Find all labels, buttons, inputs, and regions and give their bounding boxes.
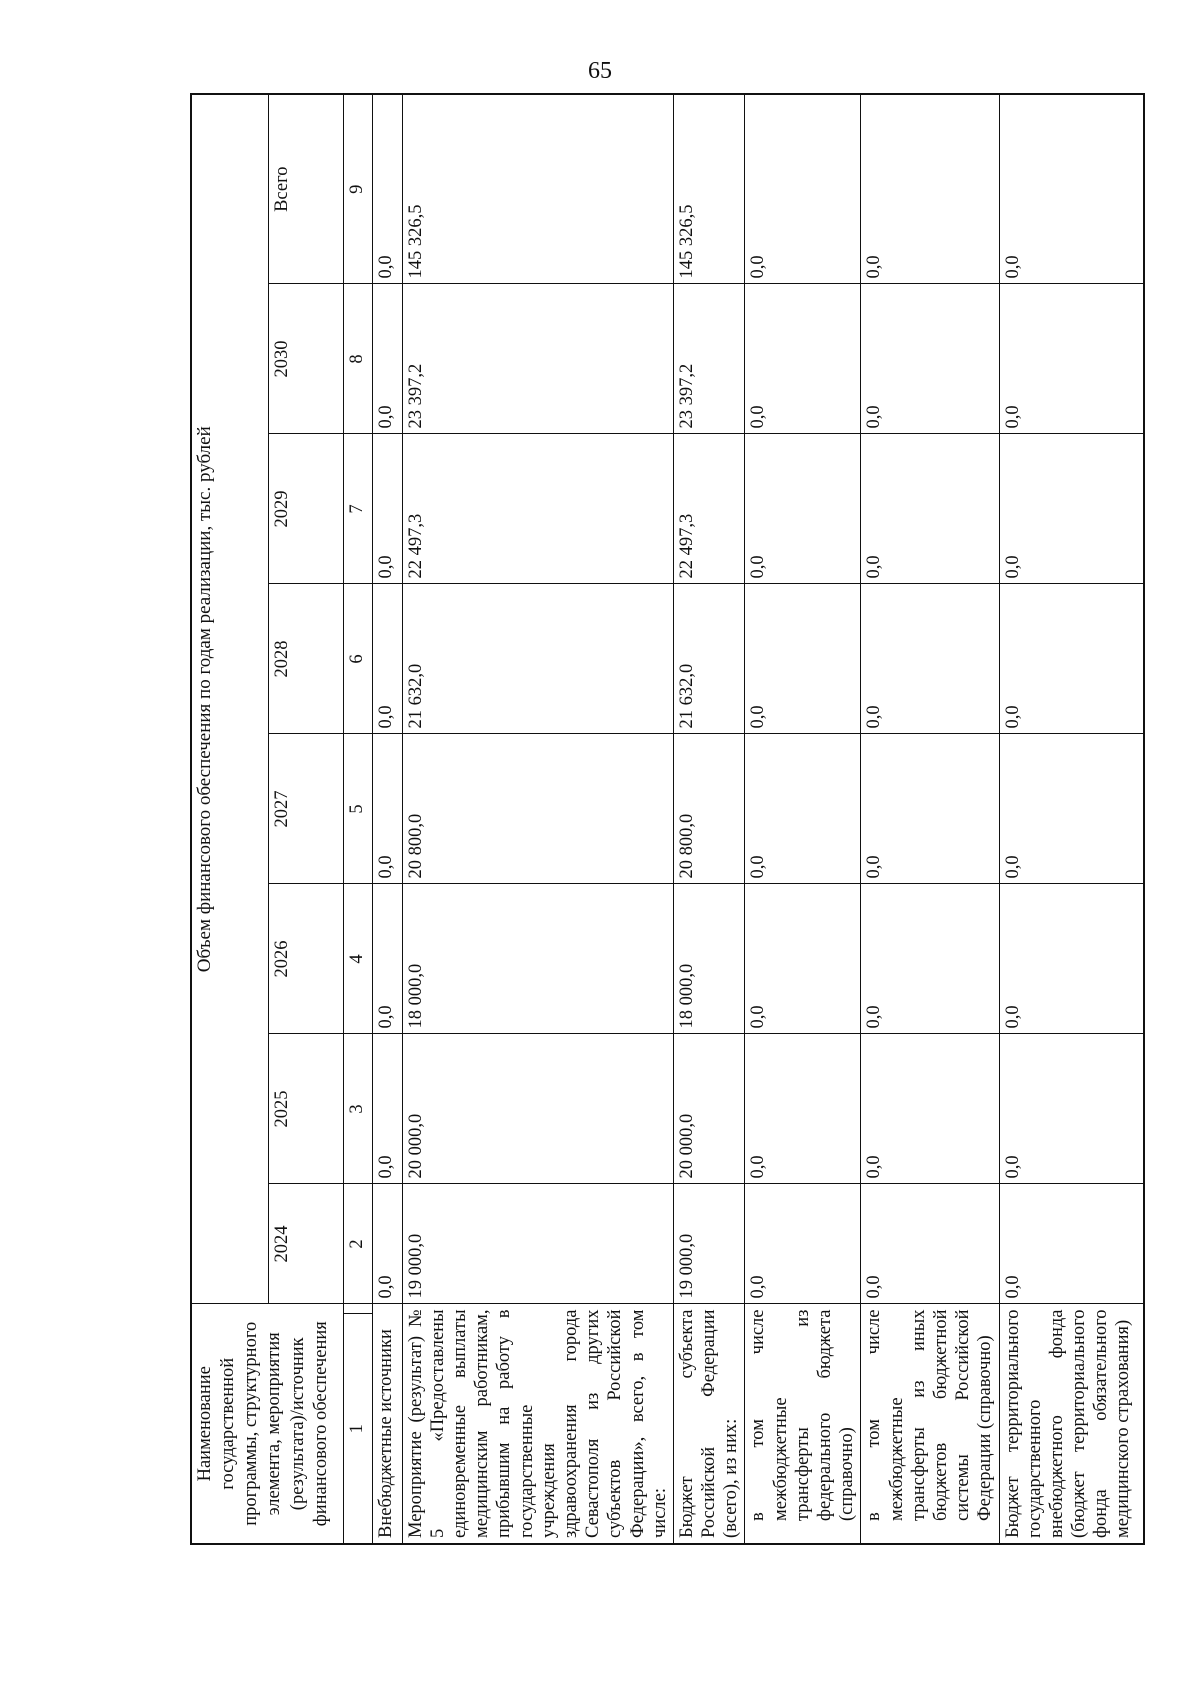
row-value: 21 632,0 bbox=[402, 584, 673, 734]
row-value: 22 497,3 bbox=[402, 434, 673, 584]
column-number: 8 bbox=[343, 284, 372, 434]
row-value: 0,0 bbox=[372, 434, 402, 584]
row-value: 22 497,3 bbox=[673, 434, 745, 584]
row-value: 20 000,0 bbox=[673, 1034, 745, 1184]
year-header: 2028 bbox=[269, 584, 344, 734]
row-value: 0,0 bbox=[372, 284, 402, 434]
row-value: 0,0 bbox=[372, 884, 402, 1034]
row-value: 18 000,0 bbox=[402, 884, 673, 1034]
column-number-row bbox=[343, 94, 372, 1544]
row-value: 0,0 bbox=[745, 734, 861, 884]
table-row bbox=[372, 94, 402, 1544]
row-value: 20 800,0 bbox=[673, 734, 745, 884]
year-header: 2024 bbox=[269, 1184, 344, 1304]
column-number: 9 bbox=[343, 94, 372, 284]
row-name: Бюджет субъекта Российской Федерации (всего), из них: bbox=[673, 1304, 745, 1544]
table-row bbox=[673, 94, 745, 1544]
row-name: Внебюджетные источники bbox=[372, 1304, 402, 1544]
row-value: 0,0 bbox=[372, 1184, 402, 1304]
table-row bbox=[402, 94, 673, 1544]
row-value: 0,0 bbox=[745, 1184, 861, 1304]
row-value: 20 000,0 bbox=[402, 1034, 673, 1184]
row-value: 0,0 bbox=[372, 584, 402, 734]
row-value: 18 000,0 bbox=[673, 884, 745, 1034]
row-name: Мероприятие (результат) № 5 «Предоставлены единовременные выплаты медицинским работникам, прибывшим на работу в государственные учреждения здравоохранения города Севастополя из других субъектов Российской Федерации», всего, в том числе: bbox=[402, 1304, 673, 1544]
row-value: 0,0 bbox=[745, 884, 861, 1034]
row-value: 0,0 bbox=[999, 94, 1144, 284]
row-value: 0,0 bbox=[861, 434, 999, 584]
row-value: 0,0 bbox=[745, 94, 861, 284]
row-value: 0,0 bbox=[999, 284, 1144, 434]
row-value: 0,0 bbox=[745, 284, 861, 434]
row-value: 0,0 bbox=[999, 884, 1144, 1034]
page-number: 65 bbox=[588, 58, 612, 84]
row-value: 0,0 bbox=[861, 884, 999, 1034]
column-number: 6 bbox=[343, 584, 372, 734]
column-number: 2 bbox=[343, 1184, 372, 1304]
table-row bbox=[999, 94, 1144, 1544]
header-row-group bbox=[191, 94, 269, 1544]
row-value: 0,0 bbox=[999, 434, 1144, 584]
row-value: 0,0 bbox=[745, 1034, 861, 1184]
row-value: 0,0 bbox=[745, 434, 861, 584]
row-value: 0,0 bbox=[861, 94, 999, 284]
row-name: Бюджет территориального государственного внебюджетного фонда (бюджет территориального фонда обязательного медицинского страхования) bbox=[999, 1304, 1144, 1544]
year-header: 2029 bbox=[269, 434, 344, 584]
row-value: 0,0 bbox=[372, 94, 402, 284]
row-value: 0,0 bbox=[999, 734, 1144, 884]
table-row bbox=[745, 94, 861, 1544]
row-value: 23 397,2 bbox=[673, 284, 745, 434]
year-header: 2026 bbox=[269, 884, 344, 1034]
row-value: 19 000,0 bbox=[402, 1184, 673, 1304]
spacer-cell bbox=[343, 1304, 372, 1314]
financing-table bbox=[190, 93, 1145, 1545]
column-number: 7 bbox=[343, 434, 372, 584]
row-value: 0,0 bbox=[372, 734, 402, 884]
row-value: 0,0 bbox=[745, 584, 861, 734]
header-group-cell: Объем финансового обеспечения по годам реализации, тыс. рублей bbox=[191, 94, 269, 1304]
header-name-cell: Наименование государственной программы, структурного элемента, мероприятия (результата)/источник финансового обеспечения bbox=[191, 1304, 343, 1544]
column-number: 1 bbox=[343, 1314, 372, 1544]
row-value: 145 326,5 bbox=[402, 94, 673, 284]
row-value: 20 800,0 bbox=[402, 734, 673, 884]
column-number: 5 bbox=[343, 734, 372, 884]
year-header: 2027 bbox=[269, 734, 344, 884]
row-value: 0,0 bbox=[372, 1034, 402, 1184]
year-header: 2030 bbox=[269, 284, 344, 434]
rotated-table-container bbox=[190, 95, 1145, 1545]
row-value: 0,0 bbox=[861, 734, 999, 884]
row-value: 0,0 bbox=[999, 584, 1144, 734]
row-value: 23 397,2 bbox=[402, 284, 673, 434]
row-value: 0,0 bbox=[861, 584, 999, 734]
table-row bbox=[861, 94, 999, 1544]
row-value: 0,0 bbox=[999, 1184, 1144, 1304]
row-name: в том числе межбюджетные трансферты из иных бюджетов бюджетной системы Российской Федерации (справочно) bbox=[861, 1304, 999, 1544]
row-value: 0,0 bbox=[861, 1034, 999, 1184]
row-value: 21 632,0 bbox=[673, 584, 745, 734]
row-value: 0,0 bbox=[861, 284, 999, 434]
year-header: 2025 bbox=[269, 1034, 344, 1184]
row-name: в том числе межбюджетные трансферты из федерального бюджета (справочно) bbox=[745, 1304, 861, 1544]
row-value: 145 326,5 bbox=[673, 94, 745, 284]
row-value: 19 000,0 bbox=[673, 1184, 745, 1304]
column-number: 3 bbox=[343, 1034, 372, 1184]
row-value: 0,0 bbox=[999, 1034, 1144, 1184]
column-number: 4 bbox=[343, 884, 372, 1034]
row-value: 0,0 bbox=[861, 1184, 999, 1304]
year-header: Всего bbox=[269, 94, 344, 284]
